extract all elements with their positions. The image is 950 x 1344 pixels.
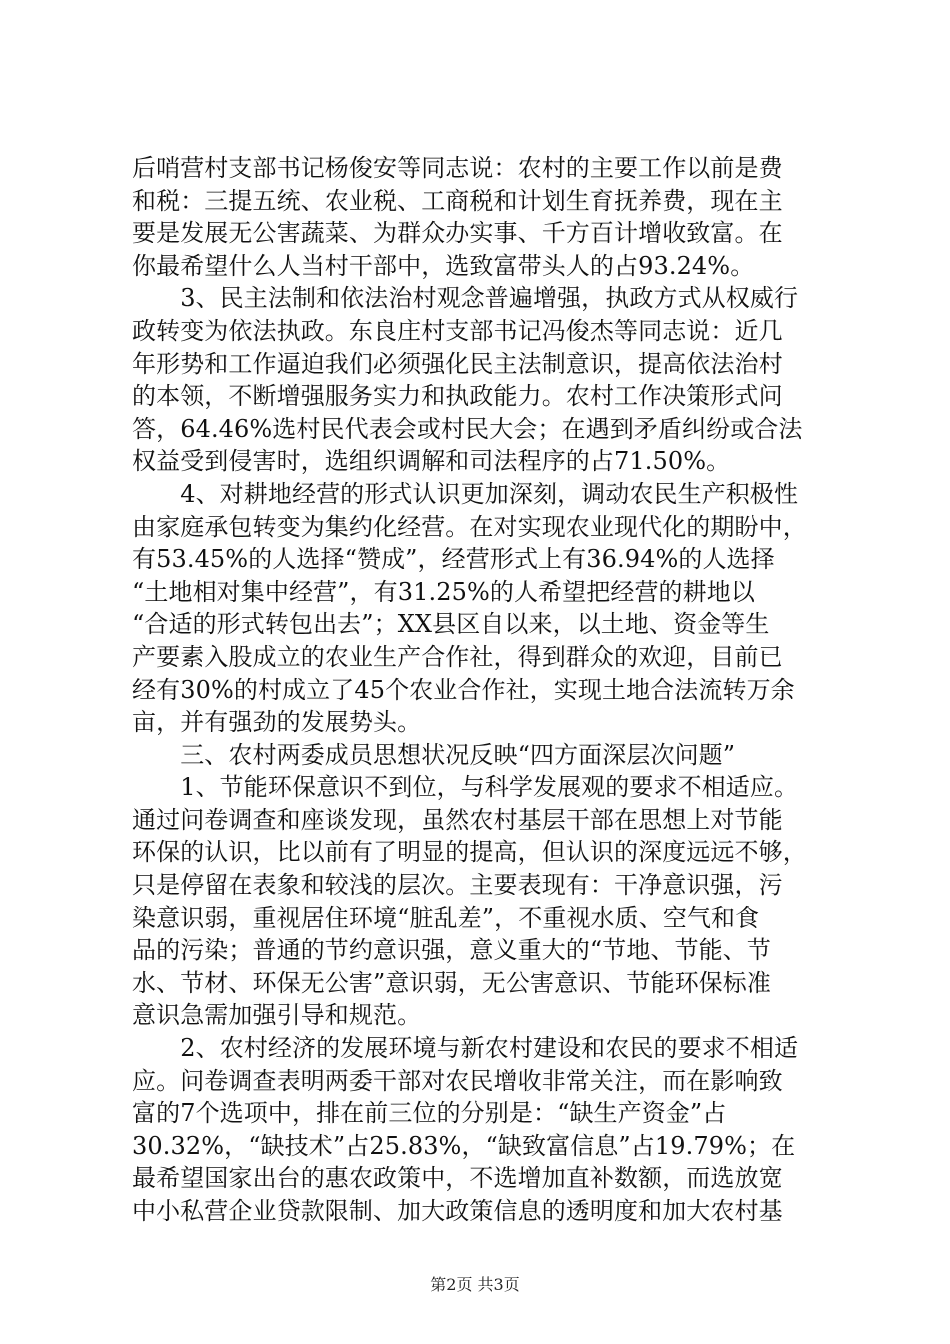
text-line: 1、节能环保意识不到位，与科学发展观的要求不相适应。 [132,773,799,802]
text-line: 你最希望什么人当村干部中，选致富带头人的占93.24%。 [132,251,755,280]
text-line: 三、农村两委成员思想状况反映“四方面深层次问题” [132,740,736,769]
text-line: 2、农村经济的发展环境与新农村建设和农民的要求不相适 [132,1034,799,1063]
text-line: 中小私营企业贷款限制、加大政策信息的透明度和加大农村基 [132,1197,783,1225]
page-footer: 第2页 共3页 [430,1275,520,1294]
text-line: 应。问卷调查表明两委干部对农民增收非常关注，而在影响致 [132,1066,783,1095]
text-line: 亩，并有强劲的发展势头。 [132,708,422,737]
text-line: 环保的认识，比以前有了明显的提高，但认识的深度远远不够， [132,838,807,867]
text-line: 的本领，不断增强服务实力和执政能力。农村工作决策形式问 [132,382,783,411]
text-line: 品的污染；普通的节约意识强，意义重大的“节地、节能、节 [132,936,771,965]
text-line: 经有30%的村成立了45个农业合作社，实现土地合法流转万余 [132,675,795,704]
text-line: 权益受到侵害时，选组织调解和司法程序的占71.50%。 [132,447,731,476]
text-line: 通过问卷调查和座谈发现，虽然农村基层干部在思想上对节能 [132,805,783,834]
text-line: 政转变为依法执政。东良庄村支部书记冯俊杰等同志说：近几 [132,316,783,345]
text-line: 只是停留在表象和较浅的层次。主要表现有：干净意识强，污 [132,871,783,900]
text-line: 有53.45%的人选择“赞成”，经营形式上有36.94%的人选择 [132,545,775,574]
text-line: 年形势和工作逼迫我们必须强化民主法制意识，提高依法治村 [132,349,783,378]
text-line: 染意识弱，重视居住环境“脏乱差”，不重视水质、空气和食 [132,903,760,932]
text-line: 答，64.46%选村民代表会或村民大会；在遇到矛盾纠纷或合法 [132,414,803,443]
text-line: “土地相对集中经营”，有31.25%的人希望把经营的耕地以 [132,577,755,606]
text-line: 要是发展无公害蔬菜、为群众办实事、千方百计增收致富。在 [132,219,783,248]
document-body [132,152,822,1228]
text-line: 由家庭承包转变为集约化经营。在对实现农业现代化的期盼中， [132,512,807,541]
text-line: 和税：三提五统、农业税、工商税和计划生育抚养费，现在主 [132,186,783,215]
text-line: 产要素入股成立的农业生产合作社，得到群众的欢迎，目前已 [132,642,783,671]
text-line: 4、对耕地经营的形式认识更加深刻，调动农民生产积极性 [132,479,799,508]
text-line: 30.32%，“缺技术”占25.83%，“缺致富信息”占19.79%；在 [132,1131,796,1160]
text-line: 3、民主法制和依法治村观念普遍增强，执政方式从权威行 [132,284,799,313]
text-line: 水、节材、环保无公害”意识弱，无公害意识、节能环保标准 [132,968,771,997]
text-line: 富的7个选项中，排在前三位的分别是：“缺生产资金”占 [132,1099,727,1128]
text-line: 意识急需加强引导和规范。 [132,1001,422,1030]
text-line: “合适的形式转包出去”；XX县区自以来，以土地、资金等生 [132,610,770,639]
text-line: 最希望国家出台的惠农政策中，不选增加直补数额，而选放宽 [132,1164,783,1193]
text-line: 后哨营村支部书记杨俊安等同志说：农村的主要工作以前是费 [132,154,783,182]
